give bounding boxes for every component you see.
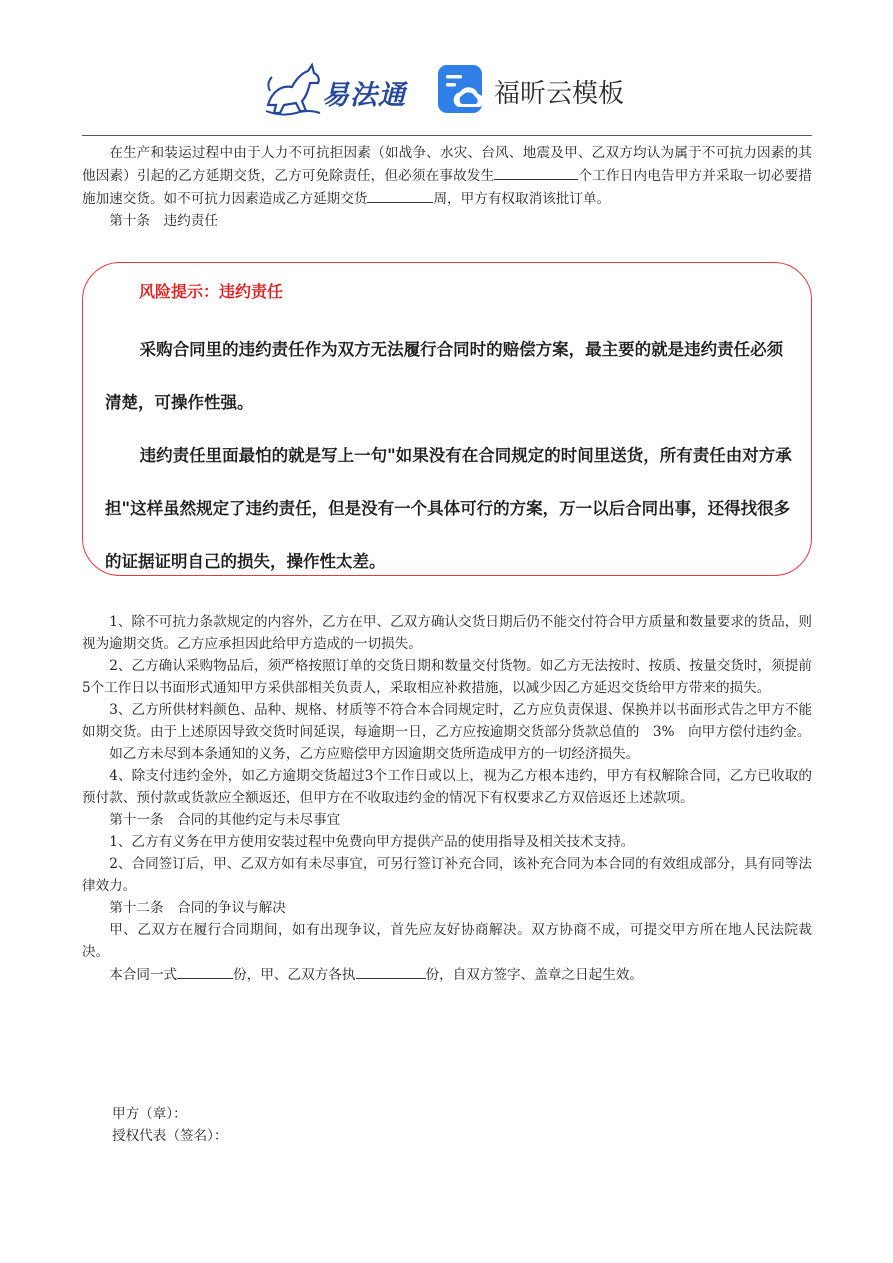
risk-tip-body (105, 323, 797, 588)
contract-clauses (82, 611, 812, 986)
fm-text-2: 个工作日内电告甲方并采取一切必要措施加速交货。如不可抗力因素造成乙方延期交货 (82, 168, 813, 207)
brand-fuxin-template: 福昕云模板 (494, 79, 625, 109)
article11-clause-1: 1、乙方有义务在甲方使用安装过程中免费向甲方提供产品的使用指导及相关技术支持。 (109, 834, 635, 850)
copies-clause (82, 963, 812, 986)
risk-tip-title: 风险提示：违约责任 (139, 282, 284, 301)
blank-copies-total[interactable] (177, 963, 233, 979)
yifatong-logo (262, 61, 412, 117)
clause-2: 2、乙方确认采购物品后，须严格按照订单的交货日期和数量交付货物。如乙方无法按时、按质、按量交货时，须提前5个工作日以书面形式通知甲方采供部相关负责人，采取相应补救措施，以减少因乙方延迟交货给甲方带来的损失。 (82, 658, 812, 696)
party-a-seal: 甲方（章）： (112, 1106, 187, 1122)
fm-text-1: 在生产和装运过程中由于人力不可抗拒因素（如战争、水灾、台风、地震及甲、乙双方均认为属于不可抗力因素的其他因素）引起的乙方延期交货，乙方可免除责任，但必须在事故发生 (82, 145, 812, 184)
clause-1: 1、除不可抗力条款规定的内容外，乙方在甲、乙双方确认交货日期后仍不能交付符合甲方质量和数量要求的货品，则视为逾期交货。乙方应承担因此给甲方造成的一切损失。 (82, 614, 812, 652)
document-cloud-icon (436, 63, 486, 115)
brand-yifatong: 易法通 (322, 80, 406, 111)
fm-text-3: 周，甲方有权取消该批订单。 (433, 191, 611, 207)
risk-tip-box (82, 262, 812, 576)
copies-text-2: 份，甲、乙双方各执 (233, 967, 356, 983)
blank-days[interactable] (494, 164, 578, 180)
header-divider (82, 135, 812, 136)
article11-clause-2: 2、合同签订后，甲、乙双方如有未尽事宜，可另行签订补充合同，该补充合同为本合同的有效组成部分，具有同等法律效力。 (82, 856, 812, 894)
copies-text-3: 份，自双方签字、盖章之日起生效。 (425, 967, 643, 983)
blank-weeks[interactable] (367, 187, 433, 203)
force-majeure-paragraph (82, 142, 812, 210)
clause-4: 4、除支付违约金外，如乙方逾期交货超过3个工作日或以上，视为乙方根本违约，甲方有权解除合同，乙方已收取的预付款、预付款或货款应全额返还，但甲方在不收取违约金的情况下有权要求乙方双倍返还上述款项。 (82, 768, 812, 806)
authorized-rep-signature: 授权代表（签名）： (112, 1128, 228, 1144)
clause-3b: 如乙方未尽到本条通知的义务，乙方应赔偿甲方因逾期交货所造成甲方的一切经济损失。 (109, 746, 640, 762)
clause-3: 3、乙方所供材料颜色、品种、规格、材质等不符合本合同规定时，乙方应负责保退、保换并以书面形式告之甲方不能如期交货。由于上述原因导致交货时间延误，每逾期一日，乙方应按逾期交货部分货款总值的 3% 向甲方偿付违约金。 (82, 702, 812, 740)
risk-tip-paragraph-1: 采购合同里的违约责任作为双方无法履行合同时的赔偿方案，最主要的就是违约责任必须清楚，可操作性强。 (105, 340, 784, 412)
copies-text-1: 本合同一式 (109, 967, 178, 983)
article12-heading: 第十二条 合同的争议与解决 (109, 900, 286, 916)
page-header (0, 55, 893, 125)
article10-heading: 第十条 违约责任 (109, 213, 218, 229)
horse-logo-icon (262, 61, 324, 117)
article11-heading: 第十一条 合同的其他约定与未尽事宜 (109, 812, 341, 828)
blank-copies-each[interactable] (356, 963, 426, 979)
force-majeure-section (82, 142, 812, 232)
risk-tip-paragraph-2: 违约责任里面最怕的就是写上一句"如果没有在合同规定的时间里送货，所有责任由对方承担"这样虽然规定了违约责任，但是没有一个具体可行的方案，万一以后合同出事，还得找很多的证据证明自己的损失，操作性太差。 (105, 446, 792, 571)
article12-clause-1: 甲、乙双方在履行合同期间，如有出现争议，首先应友好协商解决。双方协商不成，可提交甲方所在地人民法院裁决。 (82, 922, 812, 960)
